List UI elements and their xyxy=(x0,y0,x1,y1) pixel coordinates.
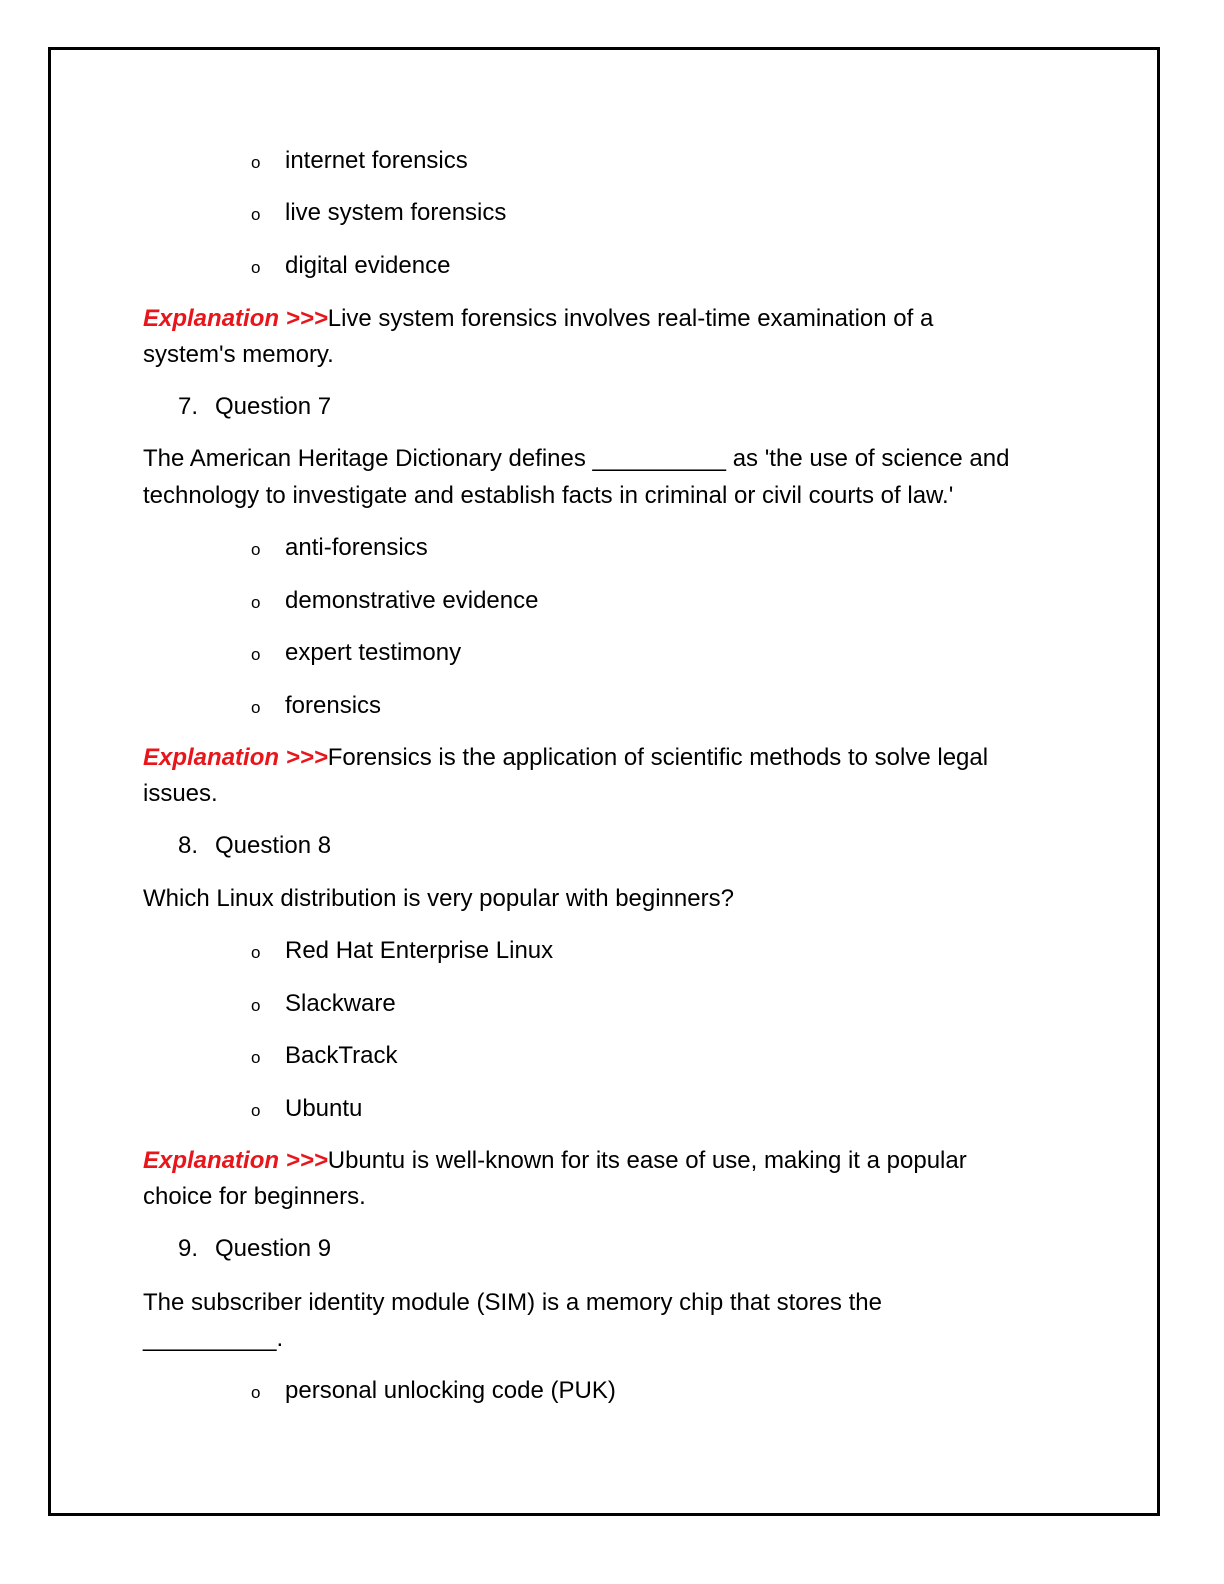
question-text: The subscriber identity module (SIM) is a memory chip that stores the xyxy=(143,1289,882,1316)
option-bullet: o xyxy=(251,153,261,172)
option-text: expert testimony xyxy=(285,639,462,666)
explanation-text-continued: choice for beginners. xyxy=(143,1183,366,1210)
question-number: 8. xyxy=(178,832,199,859)
option-text: Ubuntu xyxy=(285,1095,363,1122)
question-text-part: as 'the use of science and xyxy=(726,445,1010,472)
option-text: live system forensics xyxy=(285,199,507,226)
option-text: digital evidence xyxy=(285,252,451,279)
option-text: Slackware xyxy=(285,990,396,1017)
explanation-text: Ubuntu is well-known for its ease of use, making it a popular xyxy=(327,1147,967,1174)
option-text: personal unlocking code (PUK) xyxy=(285,1377,616,1404)
question-text-part: The American Heritage Dictionary defines xyxy=(143,445,593,472)
explanation-label: Explanation >>> xyxy=(143,305,328,332)
option-bullet: o xyxy=(251,205,261,224)
question-text-continued: technology to investigate and establish facts in criminal or civil courts of law.' xyxy=(143,482,954,509)
option-bullet: o xyxy=(251,258,261,277)
option-bullet: o xyxy=(251,1048,261,1067)
option-bullet: o xyxy=(251,943,261,962)
explanation-line xyxy=(143,1146,967,1176)
explanation-text: Forensics is the application of scientific methods to solve legal xyxy=(327,744,989,771)
question-number: 9. xyxy=(178,1235,199,1262)
option-bullet: o xyxy=(251,645,261,664)
question-title: Question 8 xyxy=(215,832,332,859)
option-bullet: o xyxy=(251,698,261,717)
explanation-line xyxy=(143,743,988,773)
explanation-text: Live system forensics involves real-time examination of a xyxy=(327,305,934,332)
question-text xyxy=(143,444,1009,474)
explanation-label: Explanation >>> xyxy=(143,1147,328,1174)
option-bullet: o xyxy=(251,1383,261,1402)
question-number: 7. xyxy=(178,393,199,420)
explanation-text-continued: issues. xyxy=(143,780,218,807)
fill-in-blank: __________ xyxy=(592,445,727,472)
option-text: internet forensics xyxy=(285,147,468,174)
question-title: Question 9 xyxy=(215,1235,332,1262)
question-title: Question 7 xyxy=(215,393,332,420)
explanation-text-continued: system's memory. xyxy=(143,341,334,368)
option-text: BackTrack xyxy=(285,1042,398,1069)
question-text-part: . xyxy=(276,1325,284,1352)
explanation-line xyxy=(143,304,933,334)
question-text: Which Linux distribution is very popular with beginners? xyxy=(143,885,734,912)
option-text: demonstrative evidence xyxy=(285,587,539,614)
question-text-continued xyxy=(143,1324,283,1354)
option-bullet: o xyxy=(251,1101,261,1120)
option-bullet: o xyxy=(251,540,261,559)
option-bullet: o xyxy=(251,593,261,612)
fill-in-blank: __________ xyxy=(143,1325,277,1352)
option-text: Red Hat Enterprise Linux xyxy=(285,937,554,964)
option-text: anti-forensics xyxy=(285,534,428,561)
option-text: forensics xyxy=(285,692,382,719)
option-bullet: o xyxy=(251,996,261,1015)
explanation-label: Explanation >>> xyxy=(143,744,328,771)
